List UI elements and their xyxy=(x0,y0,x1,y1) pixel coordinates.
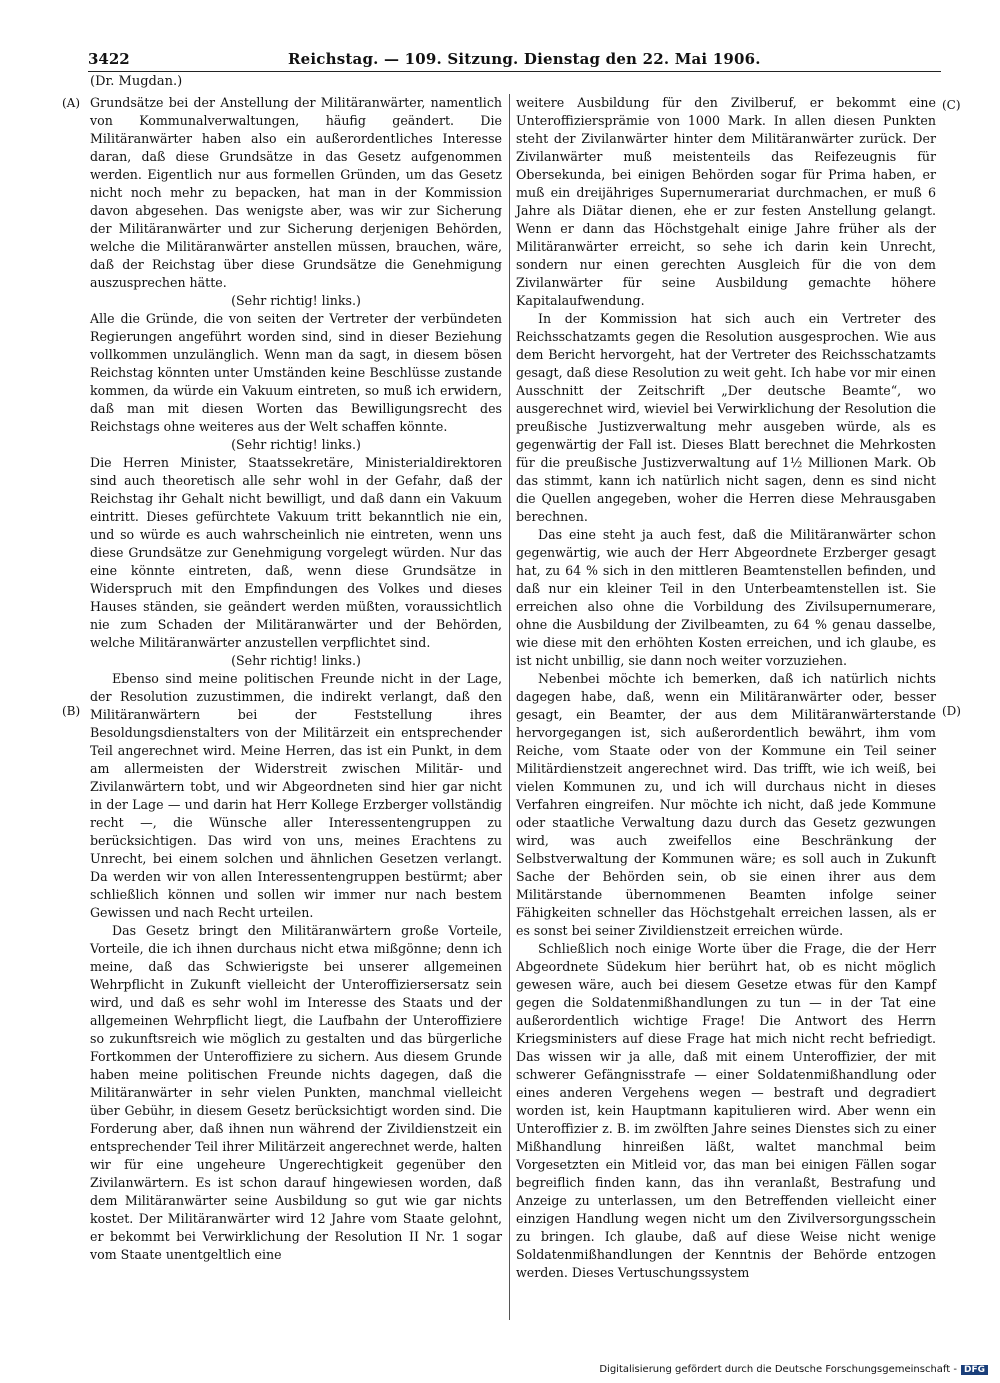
column-divider xyxy=(509,94,510,1320)
paragraph: Die Herren Minister, Staatssekretäre, Ministerialdirektoren sind auch theoretisch alle sehr wohl in der Gefahr, daß der Reichstag ihr Gehalt nicht bewilligt, und daß dann ein Vakuum eintritt. Dieses gefürchtete Vakuum tritt bekanntlich nie ein, und so würde es auch wahrscheinlich nie eintreten, wenn uns diese Grundsätze zur Genehmigung vorgelegt würden. Nur das eine könnte eintreten, daß, wenn diese Grundsätze in Widerspruch mit den Empfindungen des Volkes und dieses Hauses ständen, sie geändert werden müßten, voraussichtlich nie zum Schaden der Militäranwärter und der Behörden, welche Militäranwärter anzustellen verpflichtet sind. xyxy=(90,455,502,650)
page-number: 3422 xyxy=(88,50,130,68)
paragraph: Nebenbei möchte ich bemerken, daß ich natürlich nichts dagegen habe, daß, wenn ein Militäranwärter oder, besser gesagt, ein Beamter, der aus dem Militäranwärterstande hervorgegangen ist, sich außerordentlich bewährt, ihm vom Reiche, vom Staate oder von der Kommune ein Teil seiner Militärdienstzeit angerechnet wird. Das trifft, wie ich weiß, bei vielen Kommunen zu, und ich will durchaus nicht in dieses Verfahren eingreifen. Nur möchte ich nicht, daß jede Kommune oder staatliche Verwaltung dazu durch das Gesetz gezwungen wird, was auch zweifellos eine Beschränkung der Selbstverwaltung der Kommunen wäre; es soll auch in Zukunft Sache der Behörden sein, ob sie einen ihrer aus dem Militärstande übernommenen Beamten infolge seiner Fähigkeiten schneller das Höchstgehalt erreichen lassen, als er es sonst bei seiner Zivildienstzeit erreichen würde. xyxy=(516,671,936,938)
digitization-footer xyxy=(568,1364,988,1375)
left-column xyxy=(90,94,502,1264)
margin-marker-d: (D) xyxy=(942,704,961,718)
interjection: (Sehr richtig! links.) xyxy=(231,437,361,452)
footer-text: Digitalisierung gefördert durch die Deutsche Forschungsgemeinschaft - xyxy=(599,1364,957,1375)
speaker-label: (Dr. Mugdan.) xyxy=(90,74,183,89)
paragraph: In der Kommission hat sich auch ein Vertreter des Reichsschatzamts gegen die Resolution ausgesprochen. Wie aus dem Bericht hervorgeht, hat der Vertreter des Reichsschatzamts gesagt, daß diese Resolution zu weit geht. Ich habe vor mir einen Ausschnitt der Zeitschrift „Der deutsche Beamte“, wo ausgerechnet wird, wieviel bei Verwirklichung der Resolution die preußische Justizverwaltung mehr ausgeben würde, als es gegenwärtig der Fall ist. Dieses Blatt berechnet die Mehrkosten für die preußische Justizverwaltung auf 1½ Millionen Mark. Ob das stimmt, kann ich natürlich nicht sagen, denn es sind nicht die Quellen angegeben, woher die Herren diese Mehrausgaben berechnen. xyxy=(516,311,936,524)
dfg-logo: DFG xyxy=(961,1365,988,1375)
paragraph: Alle die Gründe, die von seiten der Vertreter der verbündeten Regierungen angeführt worden sind, sind in dieser Beziehung vollkommen unzulänglich. Wenn man da sagt, in diesem bösen Reichstag könnten unter Umständen keine Beschlüsse zustande kommen, da würde ein Vakuum eintreten, so muß ich erwidern, daß man mit diesen Worten das Bewilligungsrecht des Reichstags ohne weiteres aus der Welt schaffen könnte. xyxy=(90,311,502,434)
page-header xyxy=(88,50,940,72)
header-rule xyxy=(88,71,941,72)
interjection: (Sehr richtig! links.) xyxy=(231,653,361,668)
running-title: Reichstag. — 109. Sitzung. Dienstag den 22. Mai 1906. xyxy=(288,50,761,68)
margin-marker-a: (A) xyxy=(62,96,81,110)
paragraph: weitere Ausbildung für den Zivilberuf, er bekommt eine Unteroffiziersprämie von 1000 Mark. In allen diesen Punkten steht der Zivilanwärter hinter dem Militäranwärter zurück. Der Zivilanwärter muß meistenteils das Reifezeugnis für Obersekunda, bei einigen Behörden sogar für Prima haben, er muß ein dreijähriges Supernumerariat durchmachen, er muß 6 Jahre als Diätar dienen, ehe er zur festen Anstellung gelangt. Wenn er dann das Höchstgehalt einige Jahre früher als der Militäranwärter erreicht, so sehe ich darin kein Unrecht, sondern nur einen gerechten Ausgleich für die von dem Zivilanwärter für seine Ausbildung gemachte höhere Kapitalaufwendung. xyxy=(516,95,936,308)
right-column xyxy=(516,94,936,1282)
paragraph: Grundsätze bei der Anstellung der Militäranwärter, namentlich von Kommunalverwaltungen, häufig geändert. Die Militäranwärter haben also ein außerordentliches Interesse daran, daß diese Grundsätze in das Gesetz aufgenommen werden. Eigentlich nur aus formellen Gründen, um das Gesetz nicht noch mehr zu bepacken, hat man in der Kommission davon abgesehen. Das wenigste aber, was wir zur Sicherung der Militäranwärter und zur Sicherung derjenigen Behörden, welche die Militäranwärter anstellen müssen, brauchen, wäre, daß der Reichstag über diese Grundsätze die Genehmigung auszusprechen hätte. xyxy=(90,95,502,290)
paragraph: Ebenso sind meine politischen Freunde nicht in der Lage, der Resolution zuzustimmen, die indirekt verlangt, daß den Militäranwärtern bei der Feststellung ihres Besoldungsdienstalters von der Militärzeit ein entsprechender Teil angerechnet wird. Meine Herren, das ist ein Punkt, in dem am allermeisten der Widerstreit zwischen Militär- und Zivilanwärtern tobt, und wir Abgeordneten sind hier gar nicht in der Lage — und darin hat Herr Kollege Erzberger vollständig recht —, die Wünsche aller Interessentengruppen zu berücksichtigen. Das wird von uns, meines Erachtens zu Unrecht, bei einem solchen und ähnlichen Gesetzen verlangt. Da werden wir von allen Interessentengruppen bestürmt; aber schließlich können und sollen wir immer nur nach bestem Gewissen und nach Recht urteilen. xyxy=(90,671,502,920)
paragraph: Schließlich noch einige Worte über die Frage, die der Herr Abgeordnete Südekum hier berührt hat, ob es nicht möglich gewesen wäre, auch bei diesem Gesetze etwas für den Kampf gegen die Soldatenmißhandlungen zu tun — in der Tat eine außerordentlich wichtige Frage! Die Antwort des Herrn Kriegsministers auf diese Frage hat mich nicht recht befriedigt. Das wissen wir ja alle, daß mit einem Unteroffizier, der mit schwerer Gefängnisstrafe — einer Soldatenmißhandlung oder eines anderen Vergehens wegen — bestraft und degradiert worden ist, kein Hauptmann kapitulieren wird. Aber wenn ein Unteroffizier z. B. im zwölften Jahre seines Dienstes sich zu einer Mißhandlung hinreißen läßt, waltet manchmal beim Vorgesetzten ein Mitleid vor, das man bei einigen Fällen sogar begreiflich finden kann, das ihn veranlaßt, Bestrafung und Anzeige zu unterlassen, um den Betreffenden vielleicht einer einzigen Handlung wegen nicht um den Zivilversorgungsschein zu bringen. Ich glaube, daß auf diese Weise nicht wenige Soldatenmißhandlungen der Kenntnis der Behörde entzogen werden. Dieses Vertuschungssystem xyxy=(516,941,936,1280)
margin-marker-c: (C) xyxy=(942,98,961,112)
paragraph: Das Gesetz bringt den Militäranwärtern große Vorteile, Vorteile, die ich ihnen durchaus nicht etwa mißgönne; denn ich meine, daß das Schwierigste bei unserer allgemeinen Wehrpflicht in Zukunft vielleicht der Unteroffiziersersatz sein wird, und daß es sehr wohl im Interesse des Staats und der allgemeinen Wehrpflicht liegt, die Laufbahn der Unteroffiziere so zukunftsreich wie möglich zu gestalten und das bürgerliche Fortkommen der Unteroffiziere zu sichern. Aus diesem Grunde haben meine politischen Freunde nichts dagegen, daß die Militäranwärter in sehr vielen Punkten, manchmal vielleicht über Gebühr, in diesem Gesetz berücksichtigt worden sind. Die Forderung aber, daß ihnen nun während der Zivildienstzeit ein entsprechender Teil ihrer Militärzeit angerechnet werde, halten wir für eine ungeheure Ungerechtigkeit gegenüber den Zivilanwärtern. Es ist schon darauf hingewiesen worden, daß dem Militäranwärter seine Ausbildung so gut wie gar nichts kostet. Der Militäranwärter wird 12 Jahre vom Staate gelohnt, er bekommt bei Verwirklichung der Resolution II Nr. 1 sogar vom Staate unentgeltlich eine xyxy=(90,923,502,1262)
margin-marker-b: (B) xyxy=(62,704,81,718)
paragraph: Das eine steht ja auch fest, daß die Militäranwärter schon gegenwärtig, wie auch der Herr Abgeordnete Erzberger gesagt hat, zu 64 % sich in den mittleren Beamtenstellen befinden, und daß nur ein kleiner Teil in den Unterbeamtenstellen ist. Sie erreichen also ohne die Vorbildung des Zivilsupernumerare, ohne die Ausbildung der Zivilbeamten, zu 64 % genau dasselbe, wie diese mit den erhöhten Kosten erreichen, und ich glaube, es ist nicht unbillig, sie dann noch weiter vorzuziehen. xyxy=(516,527,936,668)
interjection: (Sehr richtig! links.) xyxy=(231,293,361,308)
